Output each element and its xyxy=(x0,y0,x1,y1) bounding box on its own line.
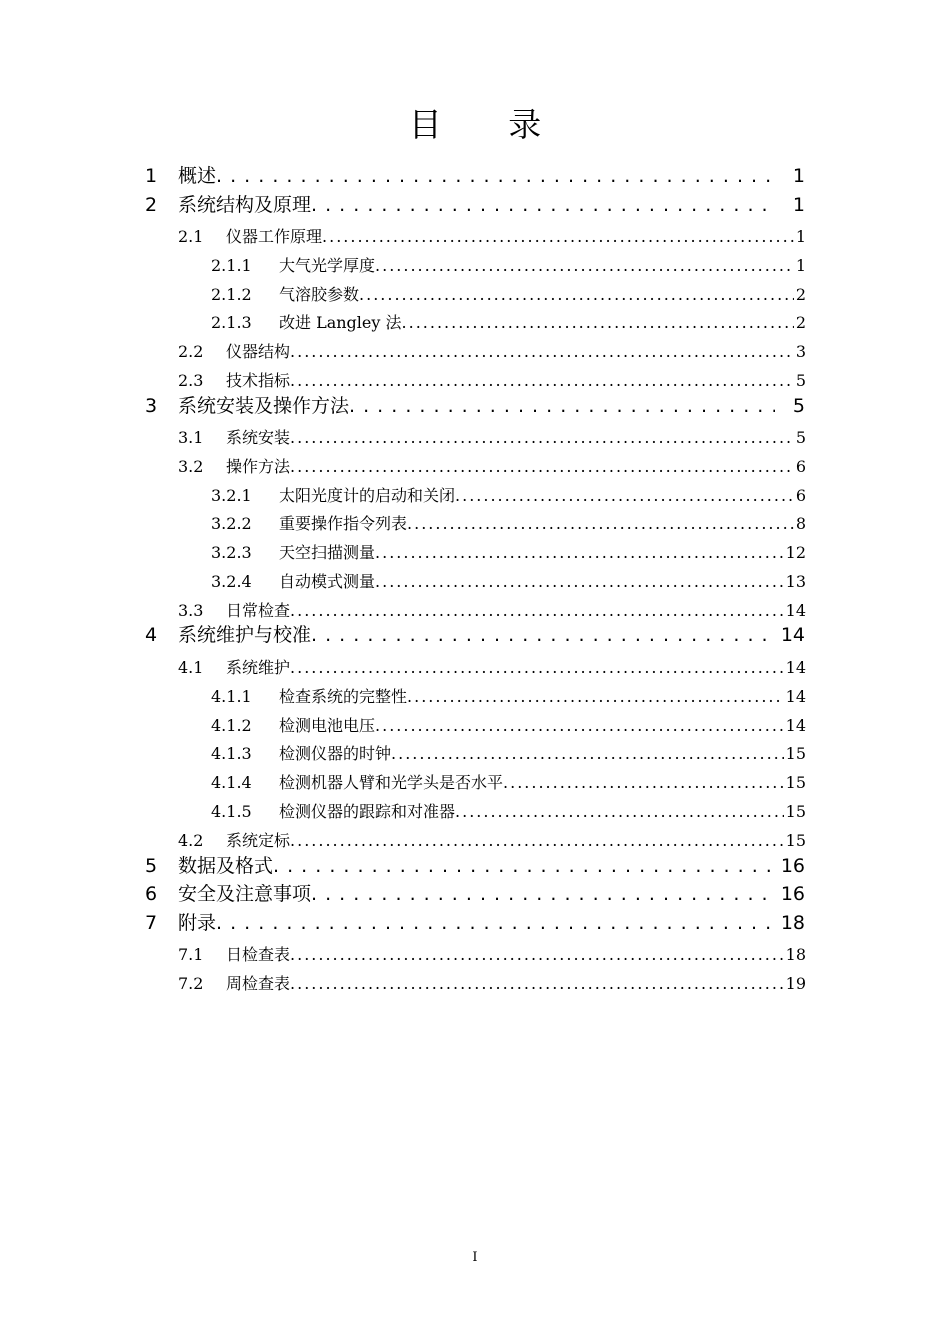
toc-entry-level-3[interactable] xyxy=(211,252,806,279)
toc-entry-page: 2 xyxy=(795,313,806,332)
toc-entry-page: 1 xyxy=(795,227,806,246)
toc-entry-title: 自动模式测量 xyxy=(279,572,376,591)
toc-dot-leader xyxy=(290,338,794,365)
toc-entry-number: 2.1.1 xyxy=(211,256,252,275)
toc-entry-level-1[interactable] xyxy=(145,880,805,908)
toc-dot-leader xyxy=(311,880,773,908)
toc-entry-number: 3.3 xyxy=(178,601,204,620)
toc-entry-number: 3.2 xyxy=(178,457,204,476)
toc-entry-number: 2.2 xyxy=(178,342,204,361)
toc-dot-leader xyxy=(311,191,775,219)
toc-entry-page: 8 xyxy=(795,514,806,533)
toc-entry-page: 15 xyxy=(785,831,806,850)
toc-entry-page: 12 xyxy=(785,543,806,562)
toc-entry-title: 概述 xyxy=(178,165,217,187)
toc-dot-leader xyxy=(455,482,794,509)
toc-entry-level-2[interactable] xyxy=(178,970,806,997)
toc-entry-number: 4.1.5 xyxy=(211,802,252,821)
toc-dot-leader xyxy=(216,162,775,190)
toc-entry-page: 15 xyxy=(785,802,806,821)
toc-entry-page: 2 xyxy=(795,285,806,304)
toc-dot-leader xyxy=(322,223,794,250)
toc-entry-number: 2.1.2 xyxy=(211,285,252,304)
toc-entry-page: 13 xyxy=(785,572,806,591)
toc-entry-level-3[interactable] xyxy=(211,798,806,825)
toc-entry-page: 1 xyxy=(792,194,805,216)
toc-entry-number: 2.3 xyxy=(178,371,204,390)
toc-entry-number: 3 xyxy=(145,395,158,417)
toc-entry-title: 天空扫描测量 xyxy=(279,543,376,562)
toc-entry-number: 2.1 xyxy=(178,227,204,246)
toc-dot-leader xyxy=(375,539,784,566)
toc-entry-title: 周检查表 xyxy=(226,974,291,993)
toc-entry-title: 附录 xyxy=(178,912,217,934)
toc-entry-title: 系统定标 xyxy=(226,831,291,850)
toc-dot-leader xyxy=(290,367,794,394)
toc-entry-level-3[interactable] xyxy=(211,510,806,537)
toc-entry-level-2[interactable] xyxy=(178,338,806,365)
toc-entry-level-2[interactable] xyxy=(178,453,806,480)
toc-dot-leader xyxy=(290,827,784,854)
toc-dot-leader xyxy=(375,568,784,595)
toc-entry-title: 系统维护与校准 xyxy=(178,624,312,646)
toc-dot-leader xyxy=(359,281,794,308)
toc-entry-level-1[interactable] xyxy=(145,909,805,937)
toc-entry-title: 系统结构及原理 xyxy=(178,194,312,216)
toc-entry-title: 大气光学厚度 xyxy=(279,256,376,275)
toc-entry-title: 系统安装 xyxy=(226,428,291,447)
toc-dot-leader xyxy=(311,621,773,649)
toc-entry-level-1[interactable] xyxy=(145,621,805,649)
toc-entry-number: 3.2.4 xyxy=(211,572,252,591)
toc-entry-level-1[interactable] xyxy=(145,162,805,190)
footer-page-number: I xyxy=(472,1250,478,1265)
toc-entry-page: 14 xyxy=(785,716,806,735)
toc-entry-title: 仪器结构 xyxy=(226,342,291,361)
toc-entry-level-3[interactable] xyxy=(211,683,806,710)
toc-dot-leader xyxy=(407,510,794,537)
toc-entry-level-3[interactable] xyxy=(211,769,806,796)
toc-entry-number: 7 xyxy=(145,912,158,934)
toc-entry-page: 15 xyxy=(785,744,806,763)
toc-entry-title: 太阳光度计的启动和关闭 xyxy=(279,486,456,505)
toc-entry-number: 4 xyxy=(145,624,158,646)
toc-entry-number: 6 xyxy=(145,883,158,905)
toc-entry-title: 改进 Langley 法 xyxy=(279,313,402,332)
toc-entry-title: 检测机器人臂和光学头是否水平 xyxy=(279,773,504,792)
toc-entry-number: 3.2.1 xyxy=(211,486,252,505)
toc-dot-leader xyxy=(455,798,784,825)
toc-entry-level-1[interactable] xyxy=(145,191,805,219)
toc-entry-level-3[interactable] xyxy=(211,281,806,308)
toc-entry-number: 1 xyxy=(145,165,158,187)
toc-dot-leader xyxy=(391,740,784,767)
toc-entry-number: 2 xyxy=(145,194,158,216)
toc-entry-number: 3.2.3 xyxy=(211,543,252,562)
toc-entry-title: 检查系统的完整性 xyxy=(279,687,408,706)
toc-entry-title: 仪器工作原理 xyxy=(226,227,323,246)
toc-entry-title: 系统维护 xyxy=(226,658,291,677)
toc-entry-level-3[interactable] xyxy=(211,740,806,767)
toc-entry-title: 重要操作指令列表 xyxy=(279,514,408,533)
toc-entry-title: 技术指标 xyxy=(226,371,291,390)
toc-dot-leader xyxy=(290,453,794,480)
toc-entry-page: 15 xyxy=(785,773,806,792)
toc-entry-level-3[interactable] xyxy=(211,482,806,509)
toc-entry-level-2[interactable] xyxy=(178,597,806,624)
toc-entry-page: 14 xyxy=(785,601,806,620)
toc-entry-title: 日常检查 xyxy=(226,601,291,620)
toc-entry-page: 14 xyxy=(785,687,806,706)
toc-entry-level-2[interactable] xyxy=(178,827,806,854)
toc-dot-leader xyxy=(407,683,784,710)
toc-entry-number: 4.1.3 xyxy=(211,744,252,763)
toc-entry-page: 14 xyxy=(785,658,806,677)
toc-entry-page: 5 xyxy=(792,395,805,417)
toc-entry-page: 5 xyxy=(795,371,806,390)
toc-entry-title: 日检查表 xyxy=(226,945,291,964)
toc-dot-leader xyxy=(375,252,794,279)
toc-entry-number: 3.1 xyxy=(178,428,204,447)
toc-entry-level-1[interactable] xyxy=(145,852,805,880)
toc-dot-leader xyxy=(402,309,794,336)
toc-entry-level-2[interactable] xyxy=(178,424,806,451)
toc-dot-leader xyxy=(216,909,773,937)
toc-entry-page: 16 xyxy=(780,855,805,877)
toc-dot-leader xyxy=(290,597,784,624)
toc-entry-title: 检测仪器的时钟 xyxy=(279,744,392,763)
toc-entry-title: 检测仪器的跟踪和对准器 xyxy=(279,802,456,821)
toc-entry-level-3[interactable] xyxy=(211,568,806,595)
toc-entry-page: 14 xyxy=(780,624,805,646)
toc-dot-leader xyxy=(375,712,784,739)
toc-entry-level-3[interactable] xyxy=(211,539,806,566)
toc-entry-number: 2.1.3 xyxy=(211,313,252,332)
toc-dot-leader xyxy=(273,852,773,880)
toc-entry-number: 3.2.2 xyxy=(211,514,252,533)
toc-entry-page: 1 xyxy=(795,256,806,275)
toc-dot-leader xyxy=(290,654,784,681)
toc-entry-number: 7.2 xyxy=(178,974,204,993)
toc-entry-page: 5 xyxy=(795,428,806,447)
toc-dot-leader xyxy=(503,769,784,796)
toc-entry-number: 4.1.4 xyxy=(211,773,252,792)
toc-entry-level-1[interactable] xyxy=(145,392,805,420)
toc-entry-page: 3 xyxy=(795,342,806,361)
toc-entry-title: 安全及注意事项 xyxy=(178,883,312,905)
toc-entry-level-3[interactable] xyxy=(211,309,806,336)
toc-entry-number: 4.1 xyxy=(178,658,204,677)
toc-entry-page: 18 xyxy=(785,945,806,964)
toc-entry-title: 操作方法 xyxy=(226,457,291,476)
toc-entry-title: 气溶胶参数 xyxy=(279,285,360,304)
toc-entry-page: 18 xyxy=(780,912,805,934)
page-title: 目 录 xyxy=(408,105,570,144)
toc-entry-title: 系统安装及操作方法 xyxy=(178,395,350,417)
toc-entry-title: 数据及格式 xyxy=(178,855,274,877)
toc-entry-number: 4.2 xyxy=(178,831,204,850)
toc-entry-number: 7.1 xyxy=(178,945,204,964)
toc-entry-page: 6 xyxy=(795,457,806,476)
toc-dot-leader xyxy=(290,424,794,451)
toc-entry-level-2[interactable] xyxy=(178,941,806,968)
toc-dot-leader xyxy=(290,941,784,968)
toc-entry-page: 19 xyxy=(785,974,806,993)
toc-entry-number: 4.1.1 xyxy=(211,687,252,706)
toc-entry-level-3[interactable] xyxy=(211,712,806,739)
toc-entry-number: 5 xyxy=(145,855,158,877)
toc-entry-level-2[interactable] xyxy=(178,223,806,250)
toc-entry-page: 16 xyxy=(780,883,805,905)
toc-entry-level-2[interactable] xyxy=(178,367,806,394)
toc-entry-level-2[interactable] xyxy=(178,654,806,681)
toc-entry-page: 6 xyxy=(795,486,806,505)
toc-entry-page: 1 xyxy=(792,165,805,187)
toc-dot-leader xyxy=(290,970,784,997)
toc-entry-title: 检测电池电压 xyxy=(279,716,376,735)
toc-entry-number: 4.1.2 xyxy=(211,716,252,735)
toc-dot-leader xyxy=(349,392,775,420)
